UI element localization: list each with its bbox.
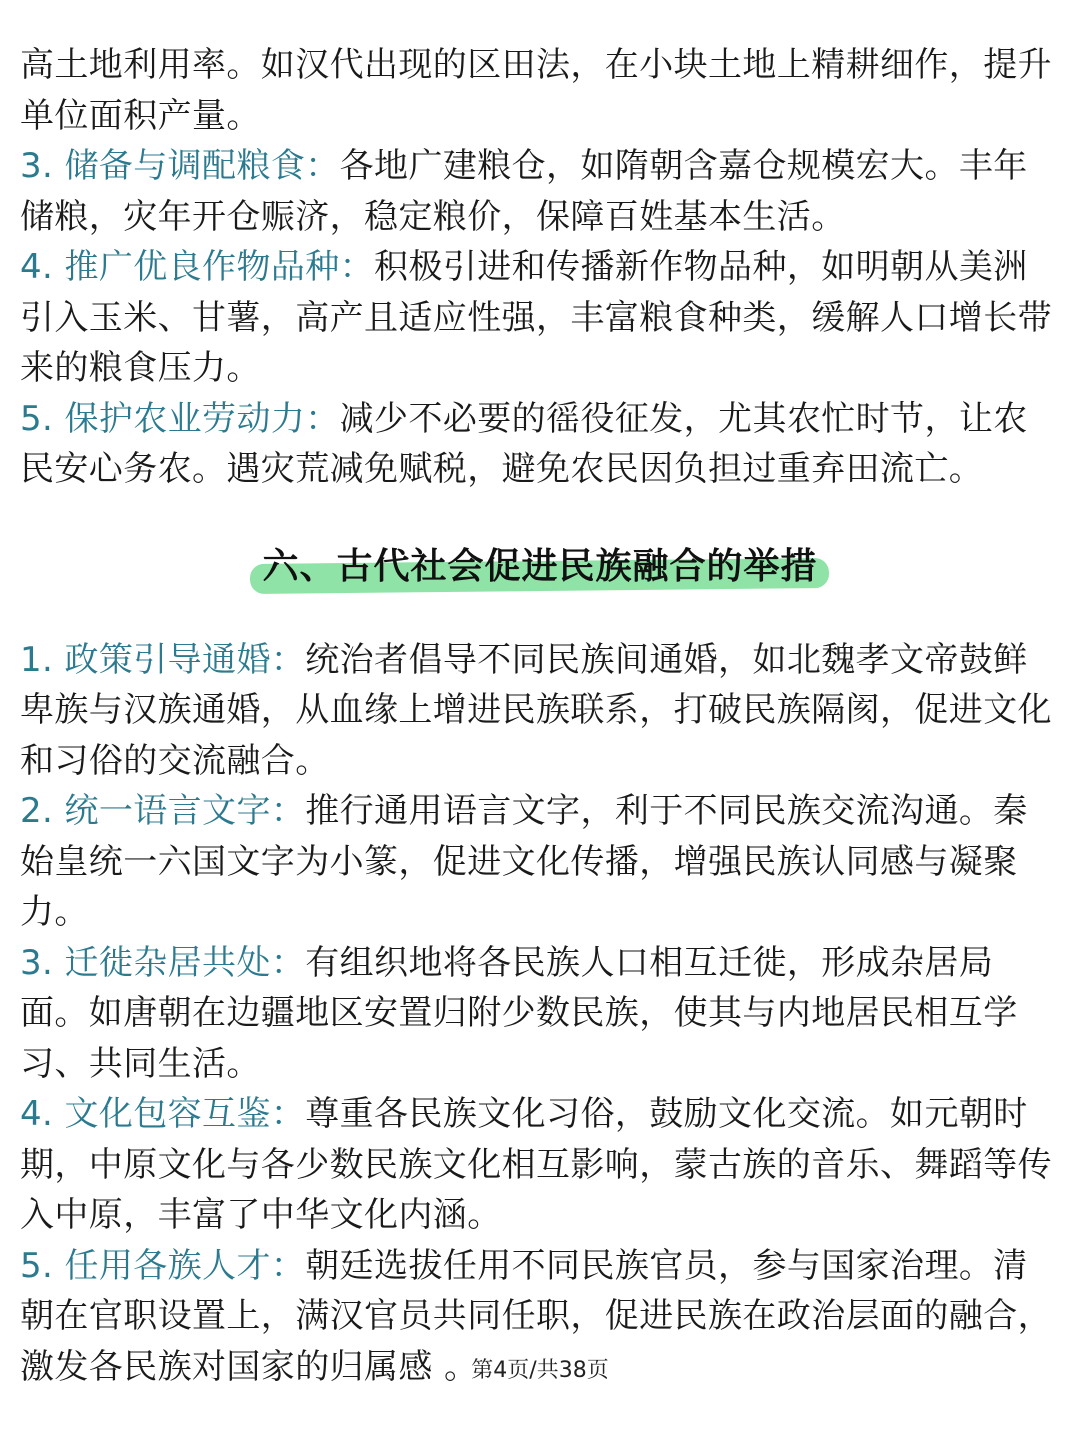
page-indicator: 第4页/共38页 xyxy=(471,1358,609,1383)
item-text: 朝廷选拔任用不同民族官员，参与国家治理。清朝在官职设置上，满汉官员共同任职，促进民族在政治层面的融合，激发各民族对国家的归属感 。 xyxy=(20,1245,1052,1387)
item-label: 2. 统一语言文字： xyxy=(20,791,306,831)
section-heading xyxy=(254,539,825,595)
item-text: 积极引进和传播新作物品种，如明朝从美洲引入玉米、甘薯，高产且适应性强，丰富粮食种类，缓解人口增长带来的粮食压力。 xyxy=(20,247,1052,388)
list-item xyxy=(20,394,1060,495)
list-item xyxy=(20,242,1060,394)
item-label: 4. 文化包容互鉴： xyxy=(20,1094,306,1134)
list-item xyxy=(20,786,1060,938)
list-item xyxy=(20,1089,1060,1241)
item-label: 4. 推广优良作物品种： xyxy=(20,247,375,287)
document-page xyxy=(20,40,1060,1392)
section-heading-container xyxy=(20,539,1060,595)
item-label: 3. 储备与调配粮食： xyxy=(20,146,340,186)
item-text: 推行通用语言文字，利于不同民族交流沟通。秦始皇统一六国文字为小篆，促进文化传播，增强民族认同感与凝聚力。 xyxy=(20,791,1028,932)
item-label: 5. 任用各族人才： xyxy=(20,1245,306,1286)
list-item xyxy=(20,635,1060,787)
item-text: 尊重各民族文化习俗，鼓励文化交流。如元朝时期，中原文化与各少数民族文化相互影响，蒙古族的音乐、舞蹈等传入中原，丰富了中华文化内涵。 xyxy=(20,1094,1052,1235)
item-label: 5. 保护农业劳动力： xyxy=(20,398,340,439)
item-label: 1. 政策引导通婚： xyxy=(20,639,306,680)
item-text: 减少不必要的徭役征发，尤其农忙时节，让农民安心务农。遇灾荒减免赋税，避免农民因负担过重弃田流亡。 xyxy=(20,398,1028,489)
section-title: 六、古代社会促进民族融合的举措 xyxy=(262,545,818,587)
item-text: 各地广建粮仓，如隋朝含嘉仓规模宏大。丰年储粮，灾年开仓赈济，稳定粮价，保障百姓基本生活。 xyxy=(20,146,1028,237)
list-item xyxy=(20,938,1060,1090)
item-text: 统治者倡导不同民族间通婚，如北魏孝文帝鼓鲜卑族与汉族通婚，从血缘上增进民族联系，打破民族隔阂，促进文化和习俗的交流融合。 xyxy=(20,639,1052,781)
list-item xyxy=(20,141,1060,242)
item-label: 3. 迁徙杂居共处： xyxy=(20,942,306,983)
item-text: 有组织地将各民族人口相互迁徙，形成杂居局面。如唐朝在边疆地区安置归附少数民族，使其与内地居民相互学习、共同生活。 xyxy=(20,942,1018,1084)
continuation-paragraph: 高土地利用率。如汉代出现的区田法，在小块土地上精耕细作，提升单位面积产量。 xyxy=(20,45,1052,136)
